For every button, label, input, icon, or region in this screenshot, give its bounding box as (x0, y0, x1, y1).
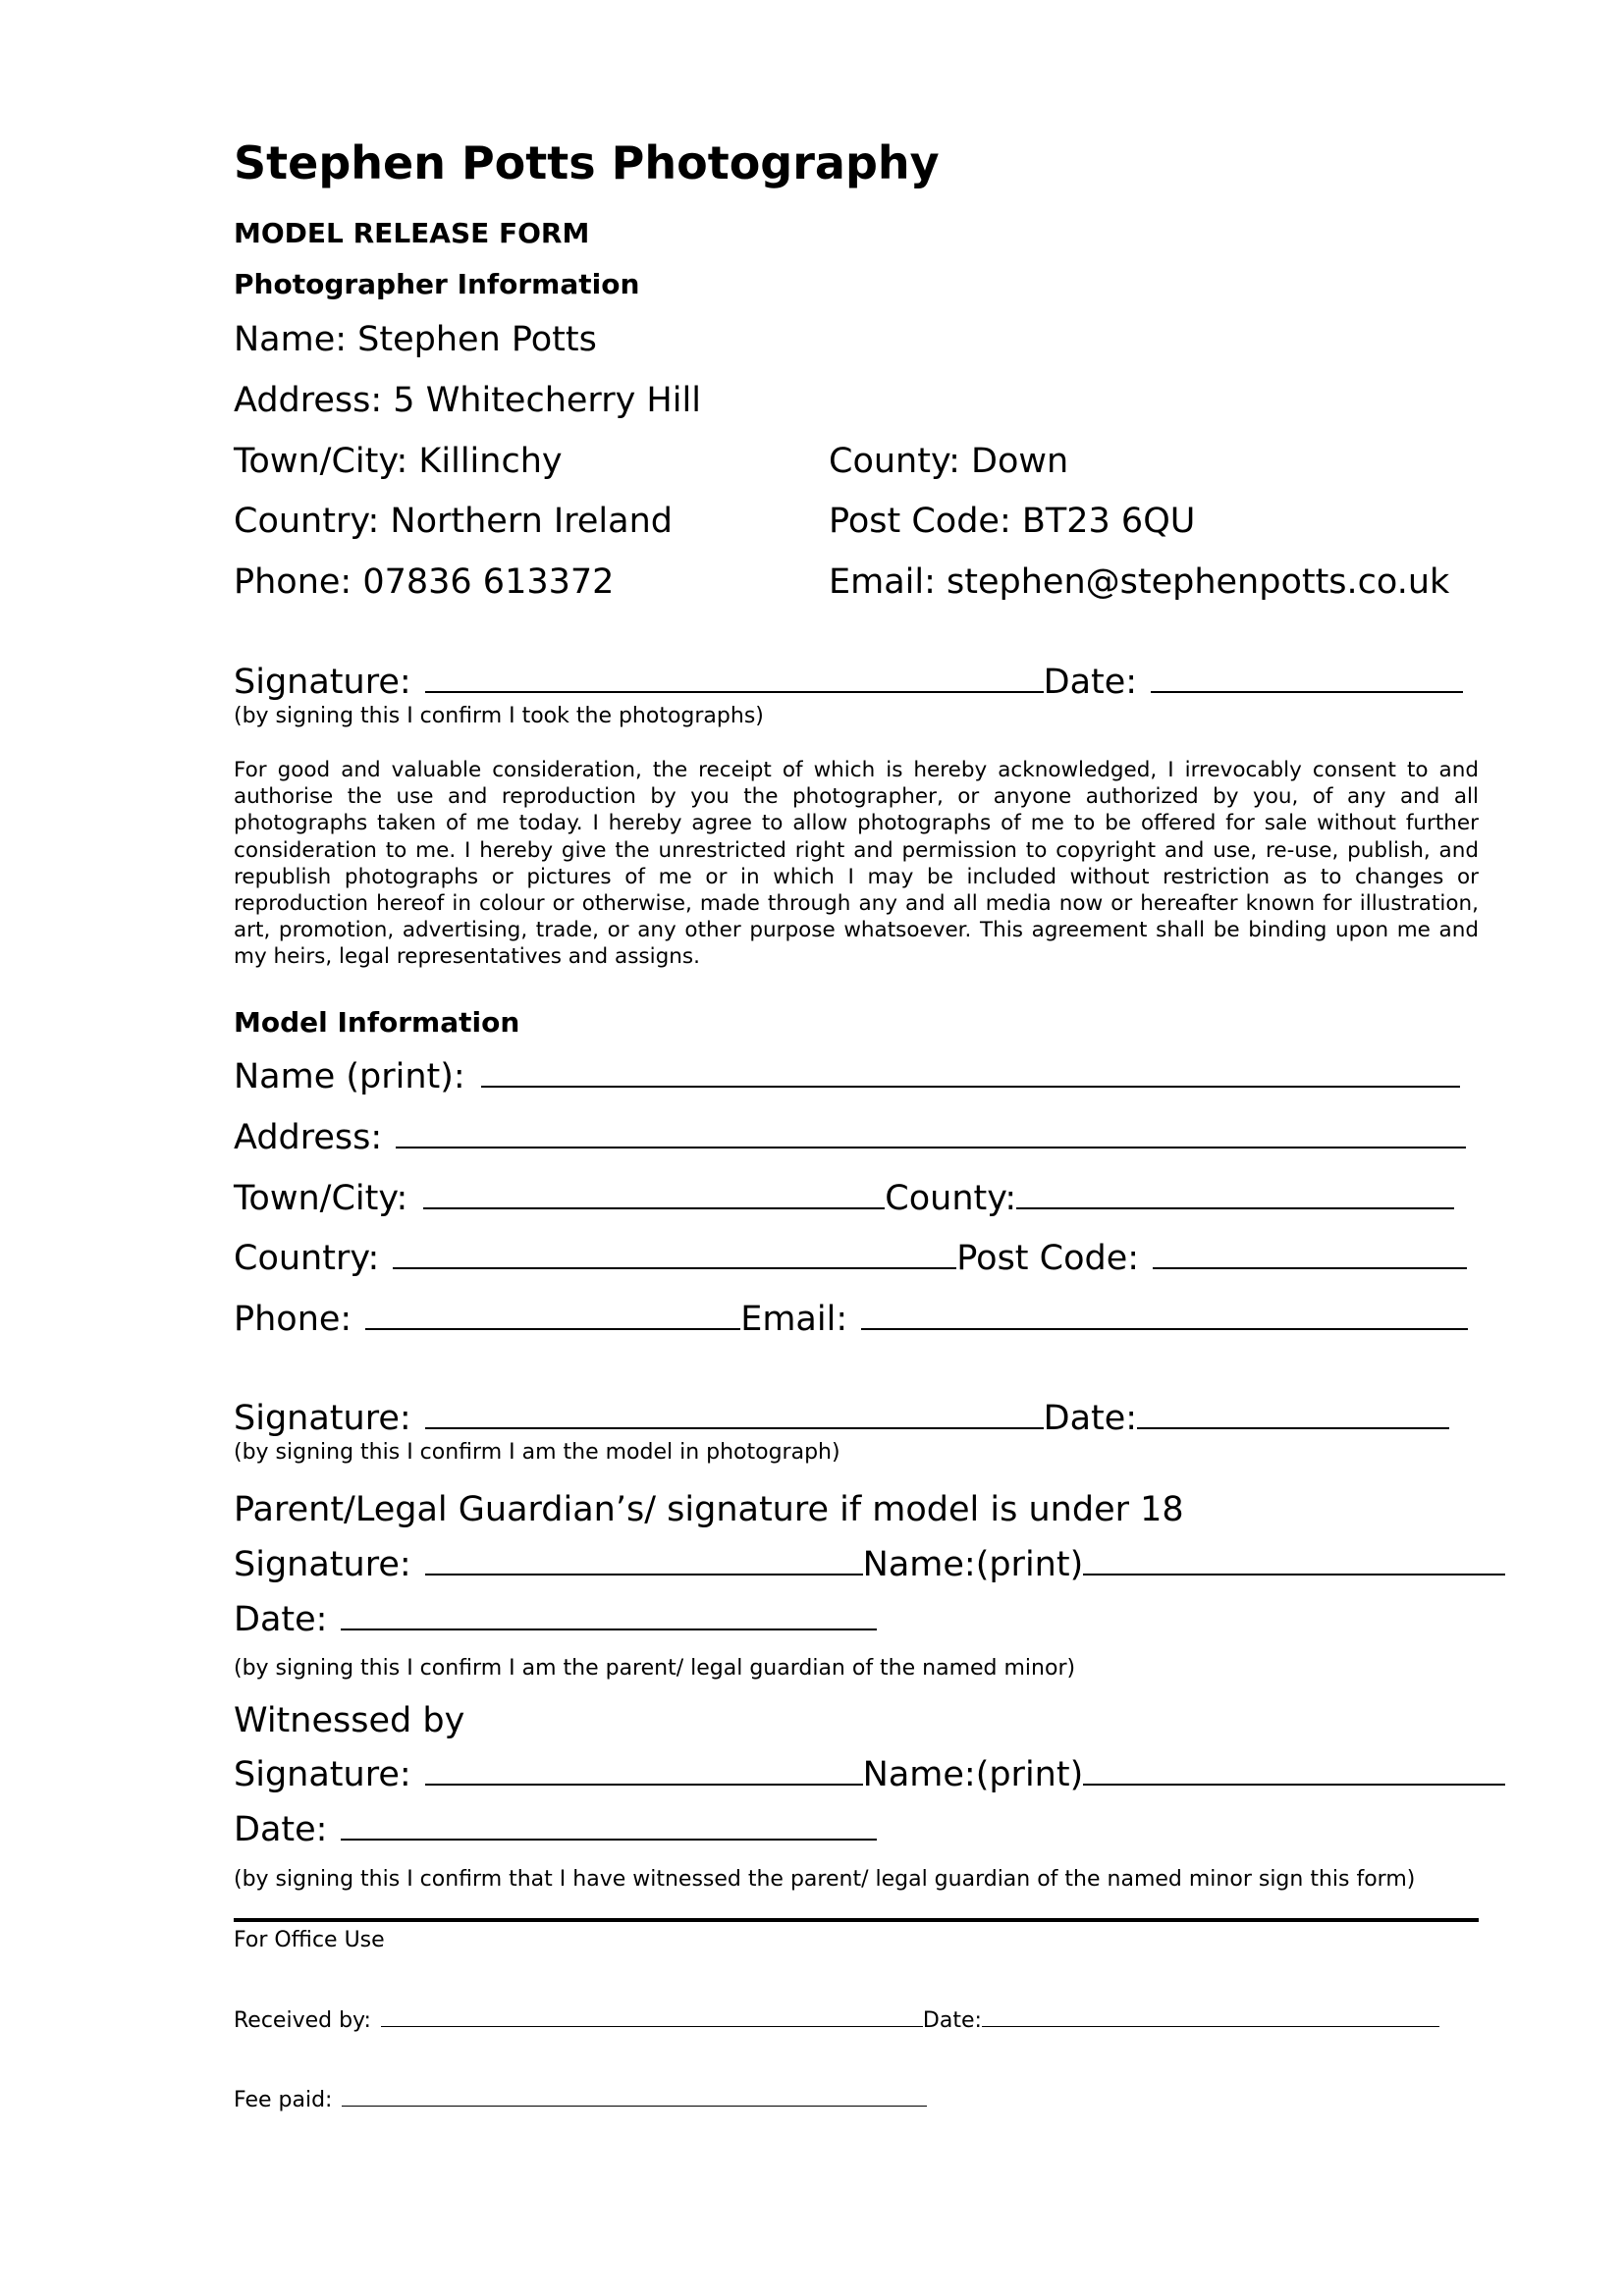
guardian-confirm-note: (by signing this I confirm I am the parent/ legal guardian of the named minor) (234, 1656, 1076, 1681)
model-signature-row (234, 1399, 1449, 1438)
model-postcode-field[interactable] (1153, 1266, 1467, 1269)
model-confirm-note: (by signing this I confirm I am the model in photograph) (234, 1440, 840, 1465)
guardian-date-label: Date: (234, 1600, 328, 1639)
model-email-field[interactable] (861, 1327, 1468, 1330)
company-title: Stephen Potts Photography (234, 136, 940, 189)
witness-name-label: Name:(print) (862, 1755, 1084, 1794)
photographer-date-label: Date: (1043, 663, 1138, 702)
office-date-field[interactable] (982, 2025, 1439, 2027)
model-phone-field[interactable] (365, 1327, 740, 1330)
office-fee-field[interactable] (342, 2105, 927, 2107)
office-fee-row (234, 2090, 927, 2111)
model-country-field[interactable] (393, 1266, 956, 1269)
photographer-county: County: Down (829, 442, 1069, 481)
photographer-phone: Phone: 07836 613372 (234, 562, 615, 602)
guardian-signature-label: Signature: (234, 1545, 411, 1584)
model-address-field[interactable] (396, 1146, 1466, 1148)
model-signature-label: Signature: (234, 1399, 411, 1438)
guardian-signature-row (234, 1545, 1505, 1584)
model-county-field[interactable] (1016, 1206, 1454, 1209)
model-email-label: Email: (740, 1300, 848, 1339)
photographer-name: Name: Stephen Potts (234, 320, 597, 359)
office-received-field[interactable] (381, 2025, 923, 2027)
office-divider (234, 1918, 1479, 1922)
witness-signature-row (234, 1755, 1505, 1794)
guardian-heading: Parent/Legal Guardian’s/ signature if model is under 18 (234, 1490, 1184, 1529)
model-town-row (234, 1179, 1454, 1218)
model-name-field[interactable] (481, 1085, 1460, 1088)
witness-date-label: Date: (234, 1810, 328, 1849)
model-address-label: Address: (234, 1118, 383, 1157)
model-date-field[interactable] (1137, 1426, 1449, 1429)
model-name-row (234, 1057, 1460, 1096)
witness-name-field[interactable] (1083, 1783, 1505, 1786)
guardian-name-label: Name:(print) (862, 1545, 1084, 1584)
model-name-label: Name (print): (234, 1057, 465, 1096)
guardian-signature-field[interactable] (425, 1573, 863, 1575)
witness-signature-label: Signature: (234, 1755, 411, 1794)
photographer-address: Address: 5 Whitecherry Hill (234, 381, 701, 420)
photographer-country: Country: Northern Ireland (234, 502, 673, 541)
office-heading: For Office Use (234, 1928, 385, 1952)
office-fee-label: Fee paid: (234, 2088, 333, 2112)
office-received-row (234, 2010, 1439, 2032)
witness-heading: Witnessed by (234, 1701, 465, 1740)
model-address-row (234, 1118, 1466, 1157)
photographer-signature-row (234, 663, 1479, 702)
model-postcode-label: Post Code: (956, 1239, 1140, 1278)
form-title: MODEL RELEASE FORM (234, 217, 590, 249)
model-phone-row (234, 1300, 1468, 1339)
guardian-date-field[interactable] (341, 1628, 877, 1630)
witness-date-row (234, 1810, 877, 1849)
guardian-date-row (234, 1600, 877, 1639)
photographer-signature-field[interactable] (425, 690, 1044, 693)
photographer-confirm-note: (by signing this I confirm I took the photographs) (234, 704, 764, 728)
model-county-label: County: (885, 1179, 1017, 1218)
model-country-label: Country: (234, 1239, 380, 1278)
photographer-town: Town/City: Killinchy (234, 442, 563, 481)
photographer-email: Email: stephen@stephenpotts.co.uk (829, 562, 1450, 602)
model-country-row (234, 1239, 1467, 1278)
witness-signature-field[interactable] (425, 1783, 863, 1786)
model-phone-label: Phone: (234, 1300, 352, 1339)
model-town-label: Town/City: (234, 1179, 408, 1218)
witness-date-field[interactable] (341, 1838, 877, 1841)
witness-confirm-note: (by signing this I confirm that I have witnessed the parent/ legal guardian of the named minor sign this form) (234, 1867, 1416, 1892)
model-signature-field[interactable] (425, 1426, 1044, 1429)
model-town-field[interactable] (423, 1206, 885, 1209)
office-received-label: Received by: (234, 2008, 371, 2033)
model-date-label: Date: (1043, 1399, 1138, 1438)
model-heading: Model Information (234, 1006, 520, 1039)
photographer-heading: Photographer Information (234, 268, 640, 300)
photographer-signature-label: Signature: (234, 663, 411, 702)
photographer-date-field[interactable] (1151, 690, 1463, 693)
release-agreement-text: For good and valuable consideration, the receipt of which is hereby acknowledged, I irrevocably consent to and authorise the use and reproduction by you the photographer, or anyone authorized by you, of any and all photographs taken of me today. I hereby agree to allow photographs of me to be offered for sale without further consideration to me. I hereby give the unrestricted right and permission to copyright and use, re-use, publish, and republish photographs or pictures of me or in which I may be included without restriction as to changes or reproduction hereof in colour or otherwise, made through any and all media now or hereafter known for illustration, art, promotion, advertising, trade, or any other purpose whatsoever. This agreement shall be binding upon me and my heirs, legal representatives and assigns. (234, 758, 1479, 970)
office-date-label: Date: (922, 2008, 982, 2033)
guardian-name-field[interactable] (1083, 1573, 1505, 1575)
photographer-postcode: Post Code: BT23 6QU (829, 502, 1196, 541)
